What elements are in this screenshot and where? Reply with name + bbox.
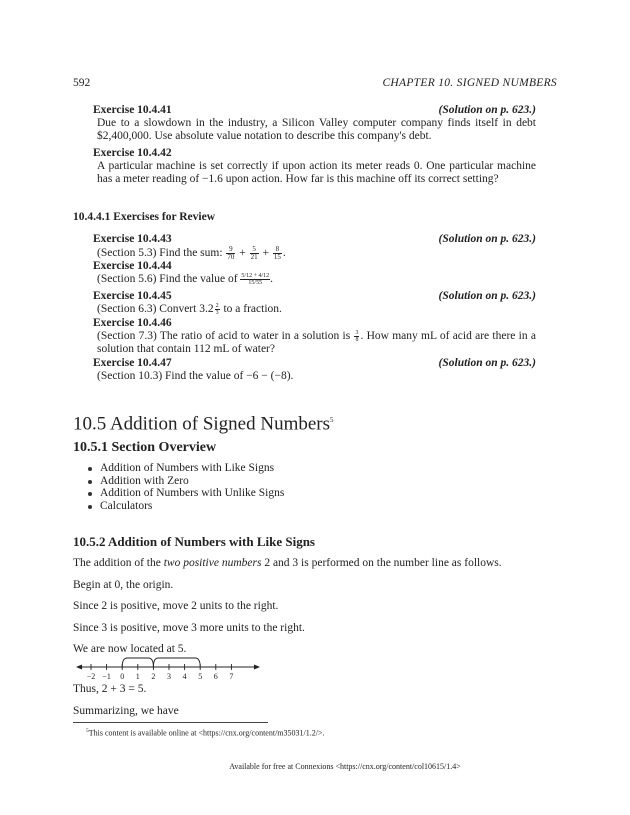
review-heading: 10.4.4.1 Exercises for Review xyxy=(73,211,216,223)
step-paragraph: Since 3 is positive, move 3 more units to the right. xyxy=(73,622,305,634)
exercise-10-4-41 xyxy=(93,104,536,143)
like-signs-heading: 10.5.2 Addition of Numbers with Like Signs xyxy=(73,534,315,549)
intro-text: 2 and 3 is performed on the number line as follows. xyxy=(261,557,502,569)
complex-fraction xyxy=(240,273,270,286)
list-item: Addition of Numbers with Unlike Signs xyxy=(86,487,284,500)
number-line xyxy=(76,655,261,681)
exercise-title: Exercise 10.4.45 xyxy=(93,290,172,302)
solution-link[interactable]: (Solution on p. 623.) xyxy=(438,357,536,369)
denominator: 70 xyxy=(227,253,235,261)
tick-label: 3 xyxy=(167,672,171,681)
numerator: 5 xyxy=(250,246,259,254)
intro-paragraph xyxy=(73,557,502,570)
list-item: Addition with Zero xyxy=(86,475,284,488)
exercise-prefix: (Section 5.6) Find the value of xyxy=(97,273,241,286)
exercise-10-4-44 xyxy=(93,260,536,286)
denominator: 21 xyxy=(250,253,258,261)
plus-sign: + xyxy=(262,247,270,260)
exercise-10-4-42 xyxy=(93,147,536,186)
exercise-10-4-43 xyxy=(93,233,536,261)
denominator: 15/55 xyxy=(248,280,263,286)
exercise-title: Exercise 10.4.41 xyxy=(93,104,172,116)
exercise-suffix: . How many mL of acid are there in a solution that contain 112 mL of water? xyxy=(97,330,536,356)
fraction xyxy=(354,330,359,343)
step-paragraph: Begin at 0, the origin. xyxy=(73,579,174,591)
footnote-rule xyxy=(73,722,268,723)
tick-label: 2 xyxy=(151,672,156,681)
tick-label: 7 xyxy=(229,672,234,681)
tick-label: 6 xyxy=(213,672,218,681)
exercise-title: Exercise 10.4.44 xyxy=(93,260,172,272)
overview-list xyxy=(86,462,284,513)
tick-label: 1 xyxy=(135,672,140,681)
solution-link[interactable]: (Solution on p. 623.) xyxy=(438,233,536,245)
jump-arc xyxy=(153,658,200,667)
solution-link[interactable]: (Solution on p. 623.) xyxy=(438,290,536,302)
denominator: 8 xyxy=(355,337,359,343)
exercise-body xyxy=(93,273,536,286)
result-paragraph: Thus, 2 + 3 = 5. xyxy=(73,683,147,695)
exercise-prefix: (Section 7.3) The ratio of acid to water in a solution is xyxy=(97,330,354,343)
exercise-prefix: (Section 6.3) Convert 3.2 xyxy=(97,303,214,316)
exercise-title: Exercise 10.4.46 xyxy=(93,317,172,329)
exercise-body: A particular machine is set correctly if upon action its meter reads 0. One particular machine has a meter reading of −1.6 upon action. How far is this machine off its correct setting? xyxy=(97,160,536,185)
page-number: 592 xyxy=(73,77,91,89)
page-footer[interactable]: Available for free at Connexions <https://cnx.org/content/col10615/1.4> xyxy=(229,762,461,771)
exercise-suffix: to a fraction. xyxy=(220,303,282,316)
numerator: 5/12 + 4/12 xyxy=(241,273,270,279)
exercise-10-4-46 xyxy=(93,317,536,356)
chapter-header: CHAPTER 10. SIGNED NUMBERS xyxy=(382,77,557,89)
exercise-suffix: . xyxy=(270,273,273,286)
exercise-title: Exercise 10.4.42 xyxy=(93,147,172,159)
tick-label: 4 xyxy=(182,672,187,681)
solution-link[interactable]: (Solution on p. 623.) xyxy=(438,104,536,116)
step-paragraph: Since 2 is positive, move 2 units to the right. xyxy=(73,600,279,612)
denominator: 3 xyxy=(215,310,219,316)
tick-label: −1 xyxy=(102,672,111,681)
exercise-body xyxy=(93,246,536,261)
exercise-title: Exercise 10.4.43 xyxy=(93,233,172,245)
footnote-mark: 5 xyxy=(86,728,89,734)
list-item: Addition of Numbers with Like Signs xyxy=(86,462,284,475)
tick-label: 0 xyxy=(120,672,125,681)
numerator: 9 xyxy=(226,246,235,254)
intro-emphasis: two positive numbers xyxy=(163,557,262,569)
left-arrow-icon xyxy=(76,665,82,670)
exercise-prefix: (Section 5.3) Find the sum: xyxy=(97,247,226,260)
list-item: Calculators xyxy=(86,500,284,513)
step-paragraph: We are now located at 5. xyxy=(73,643,187,655)
tick-label: 5 xyxy=(198,672,203,681)
exercise-body: Due to a slowdown in the industry, a Silicon Valley computer company finds itself in debt $2,400,000. Use absolute value notation to describe this company's debt. xyxy=(97,117,536,142)
exercise-10-4-45 xyxy=(93,290,536,316)
footnote xyxy=(86,725,324,740)
fraction xyxy=(215,303,220,316)
right-arrow-icon xyxy=(254,665,260,670)
intro-text: The addition of the xyxy=(73,557,164,569)
section-title-text: 10.5 Addition of Signed Numbers xyxy=(73,413,331,435)
footnote-mark[interactable]: 5 xyxy=(330,416,334,424)
denominator: 15 xyxy=(273,253,281,261)
fraction xyxy=(250,246,259,261)
footnote-text[interactable]: This content is available online at <https://cnx.org/content/m35031/1.2/>. xyxy=(88,728,325,738)
numerator: 8 xyxy=(273,246,282,254)
plus-sign: + xyxy=(239,247,246,260)
exercise-body xyxy=(93,330,536,356)
exercise-10-4-47 xyxy=(93,357,536,383)
fraction xyxy=(273,246,282,261)
exercise-body xyxy=(93,303,536,316)
exercise-suffix: . xyxy=(282,247,286,260)
exercise-body: (Section 10.3) Find the value of −6 − (−8). xyxy=(97,370,294,382)
summary-paragraph: Summarizing, we have xyxy=(73,705,179,717)
section-title xyxy=(73,413,334,435)
fraction xyxy=(226,246,235,261)
numerator: 2 xyxy=(215,303,219,309)
numerator: 3 xyxy=(355,330,359,336)
tick-label: −2 xyxy=(86,672,96,681)
exercise-title: Exercise 10.4.47 xyxy=(93,357,172,369)
overview-heading: 10.5.1 Section Overview xyxy=(73,440,217,455)
